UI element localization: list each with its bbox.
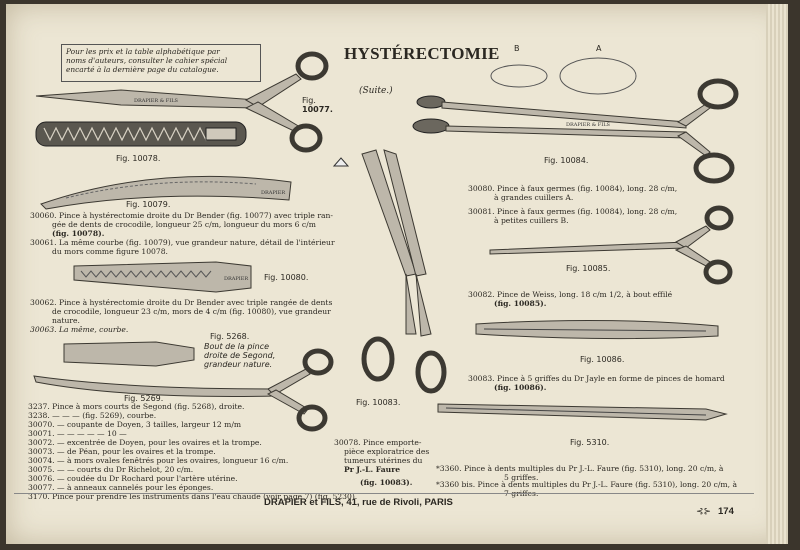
svg-text:DRAPIER: DRAPIER xyxy=(224,276,249,282)
fig-5310-caption: Fig. 5310. xyxy=(570,438,610,447)
list-item: 30074. — à mors ovales fenêtrés pour les ovaires, longueur 16 c/m. xyxy=(28,456,289,465)
faure-forceps-5310-illustration xyxy=(438,404,726,420)
list-item: 3238. — — — (fig. 5269), courbe. xyxy=(28,411,157,420)
fig-10078-caption: Fig. 10078. xyxy=(116,154,161,163)
footer-rule xyxy=(14,493,754,494)
desc-line: pièce exploratrice des xyxy=(344,447,430,456)
page-number: 174 xyxy=(718,506,734,517)
desc-line: du mors comme figure 10078. xyxy=(52,247,168,256)
fig-5268-note: droite de Segond, xyxy=(204,351,276,360)
fig-5268-note: grandeur nature. xyxy=(204,360,273,369)
desc-line: (fig. 10085). xyxy=(494,299,547,308)
list-item: 30072. — excentrée de Doyen, pour les ovaires et la trompe. xyxy=(28,438,262,447)
desc-line: 30082. Pince de Weiss, long. 18 c/m 1/2, à bout effilé xyxy=(468,290,673,299)
desc-line: de crocodile, longueur 23 c/m, mors de 4 c/m (fig. 10080), vue grandeur xyxy=(52,307,331,316)
list-item: 30077. — à anneaux cannelés pour les éponges. xyxy=(28,483,214,492)
svg-text:DRAPIER & FILS: DRAPIER & FILS xyxy=(134,98,178,104)
desc-line: (fig. 10083). xyxy=(360,478,413,487)
desc-line: 7 griffes. xyxy=(504,489,539,498)
segond-tip-5268-illustration xyxy=(64,342,194,366)
cup-label-a: A xyxy=(596,44,602,53)
faure-forceps-10083-illustration xyxy=(334,150,444,391)
desc-line: 30060. Pince à hystérectomie droite du Dr Bender (fig. 10077) avec triple ran- xyxy=(30,211,333,220)
cup-outline-b xyxy=(491,65,547,87)
desc-line: 30063. La même, courbe. xyxy=(30,325,129,334)
desc-line: *3360 bis. Pince à dents multiples du Pr J.-L. Faure (fig. 5310), long. 20 c/m, à xyxy=(436,480,737,489)
desc-line: nature. xyxy=(52,316,80,325)
fig-5269-caption: Fig. 5269. xyxy=(124,394,164,403)
desc-line: 5 griffes. xyxy=(504,473,539,482)
fig-10083-caption: Fig. 10083. xyxy=(356,398,401,407)
cup-outline-a xyxy=(560,58,636,94)
fig-10077-caption: Fig. xyxy=(302,96,316,105)
desc-line: 30062. Pince à hystérectomie droite du Dr Bender avec triple rangée de dents xyxy=(30,298,333,307)
desc-line: gée de dents de crocodile, longueur 25 c/m, longueur du mors 6 c/m xyxy=(52,220,316,229)
desc-line: tumeurs utérines du xyxy=(344,456,423,465)
list-item: 3237. Pince à mors courts de Segond (fig. 5268), droite. xyxy=(28,402,245,411)
footer-ornament: ⊰⊱ xyxy=(696,507,712,517)
notice-line: noms d'auteurs, consulter le cahier spécial xyxy=(66,56,228,65)
fig-10085-caption: Fig. 10085. xyxy=(566,264,611,273)
page-subtitle: (Suite.) xyxy=(359,86,393,96)
desc-line: 30061. La même courbe (fig. 10079), vue grandeur nature, détail de l'intérieur xyxy=(30,238,335,247)
fig-10077-number: 10077. xyxy=(302,105,333,114)
forceps-10080-illustration xyxy=(74,262,251,292)
fig-10086-caption: Fig. 10086. xyxy=(580,355,625,364)
notice-line: encarté à la dernière page du catalogue. xyxy=(66,65,219,74)
notice-line: Pour les prix et la table alphabétique par xyxy=(66,47,220,56)
svg-text:DRAPIER & FILS: DRAPIER & FILS xyxy=(566,122,610,128)
item-list xyxy=(28,402,357,501)
list-item: 3170. Pince pour prendre les instruments dans l'eau chaude (voir page 7) (fig. 5230). xyxy=(28,492,358,501)
fig-10079-caption: Fig. 10079. xyxy=(126,200,171,209)
fig-5268-caption: Fig. 5268. xyxy=(210,332,250,341)
desc-line: Pr J.-L. Faure xyxy=(344,465,401,474)
footer-address: DRAPIER et FILS, 41, rue de Rivoli, PARIS xyxy=(264,497,453,508)
list-item: 30070. — coupante de Doyen, 3 tailles, largeur 12 m/m xyxy=(28,420,242,429)
jayle-forceps-10086-illustration xyxy=(476,320,718,338)
desc-line: 30081. Pince à faux germes (fig. 10084), long. 28 c/m, xyxy=(468,207,678,216)
catalog-page xyxy=(6,4,788,544)
desc-line: 30083. Pince à 5 griffes du Dr Jayle en forme de pinces de homard xyxy=(468,374,725,383)
cup-label-b: B xyxy=(514,44,520,53)
desc-line: 30078. Pince emporte- xyxy=(334,438,422,447)
fig-5268-note: Bout de la pince xyxy=(204,342,270,351)
svg-text:DRAPIER: DRAPIER xyxy=(261,190,286,196)
page-title: HYSTÉRECTOMIE xyxy=(344,44,500,63)
desc-line: à petites cuillers B. xyxy=(494,216,569,225)
desc-line: (fig. 10086). xyxy=(494,383,547,392)
list-item: 30071. — — — — — 10 — xyxy=(28,429,127,438)
price-notice-box xyxy=(61,44,261,82)
fig-10080-caption: Fig. 10080. xyxy=(264,273,309,282)
ovum-forceps-10084-illustration xyxy=(413,81,736,181)
fig-10084-caption: Fig. 10084. xyxy=(544,156,589,165)
desc-line: à grandes cuillers A. xyxy=(494,193,574,202)
list-item: 30076. — coudée du Dr Rochard pour l'artère utérine. xyxy=(28,474,238,483)
desc-line: (fig. 10078). xyxy=(52,229,105,238)
jaw-detail-10078-illustration xyxy=(36,122,246,146)
desc-line: 30080. Pince à faux germes (fig. 10084), long. 28 c/m, xyxy=(468,184,678,193)
desc-line: *3360. Pince à dents multiples du Pr J.-L. Faure (fig. 5310), long. 20 c/m, à xyxy=(436,464,724,473)
list-item: 30073. — de Péan, pour les ovaires et la trompe. xyxy=(28,447,216,456)
list-item: 30075. — — courts du Dr Richelot, 20 c/m. xyxy=(28,465,194,474)
